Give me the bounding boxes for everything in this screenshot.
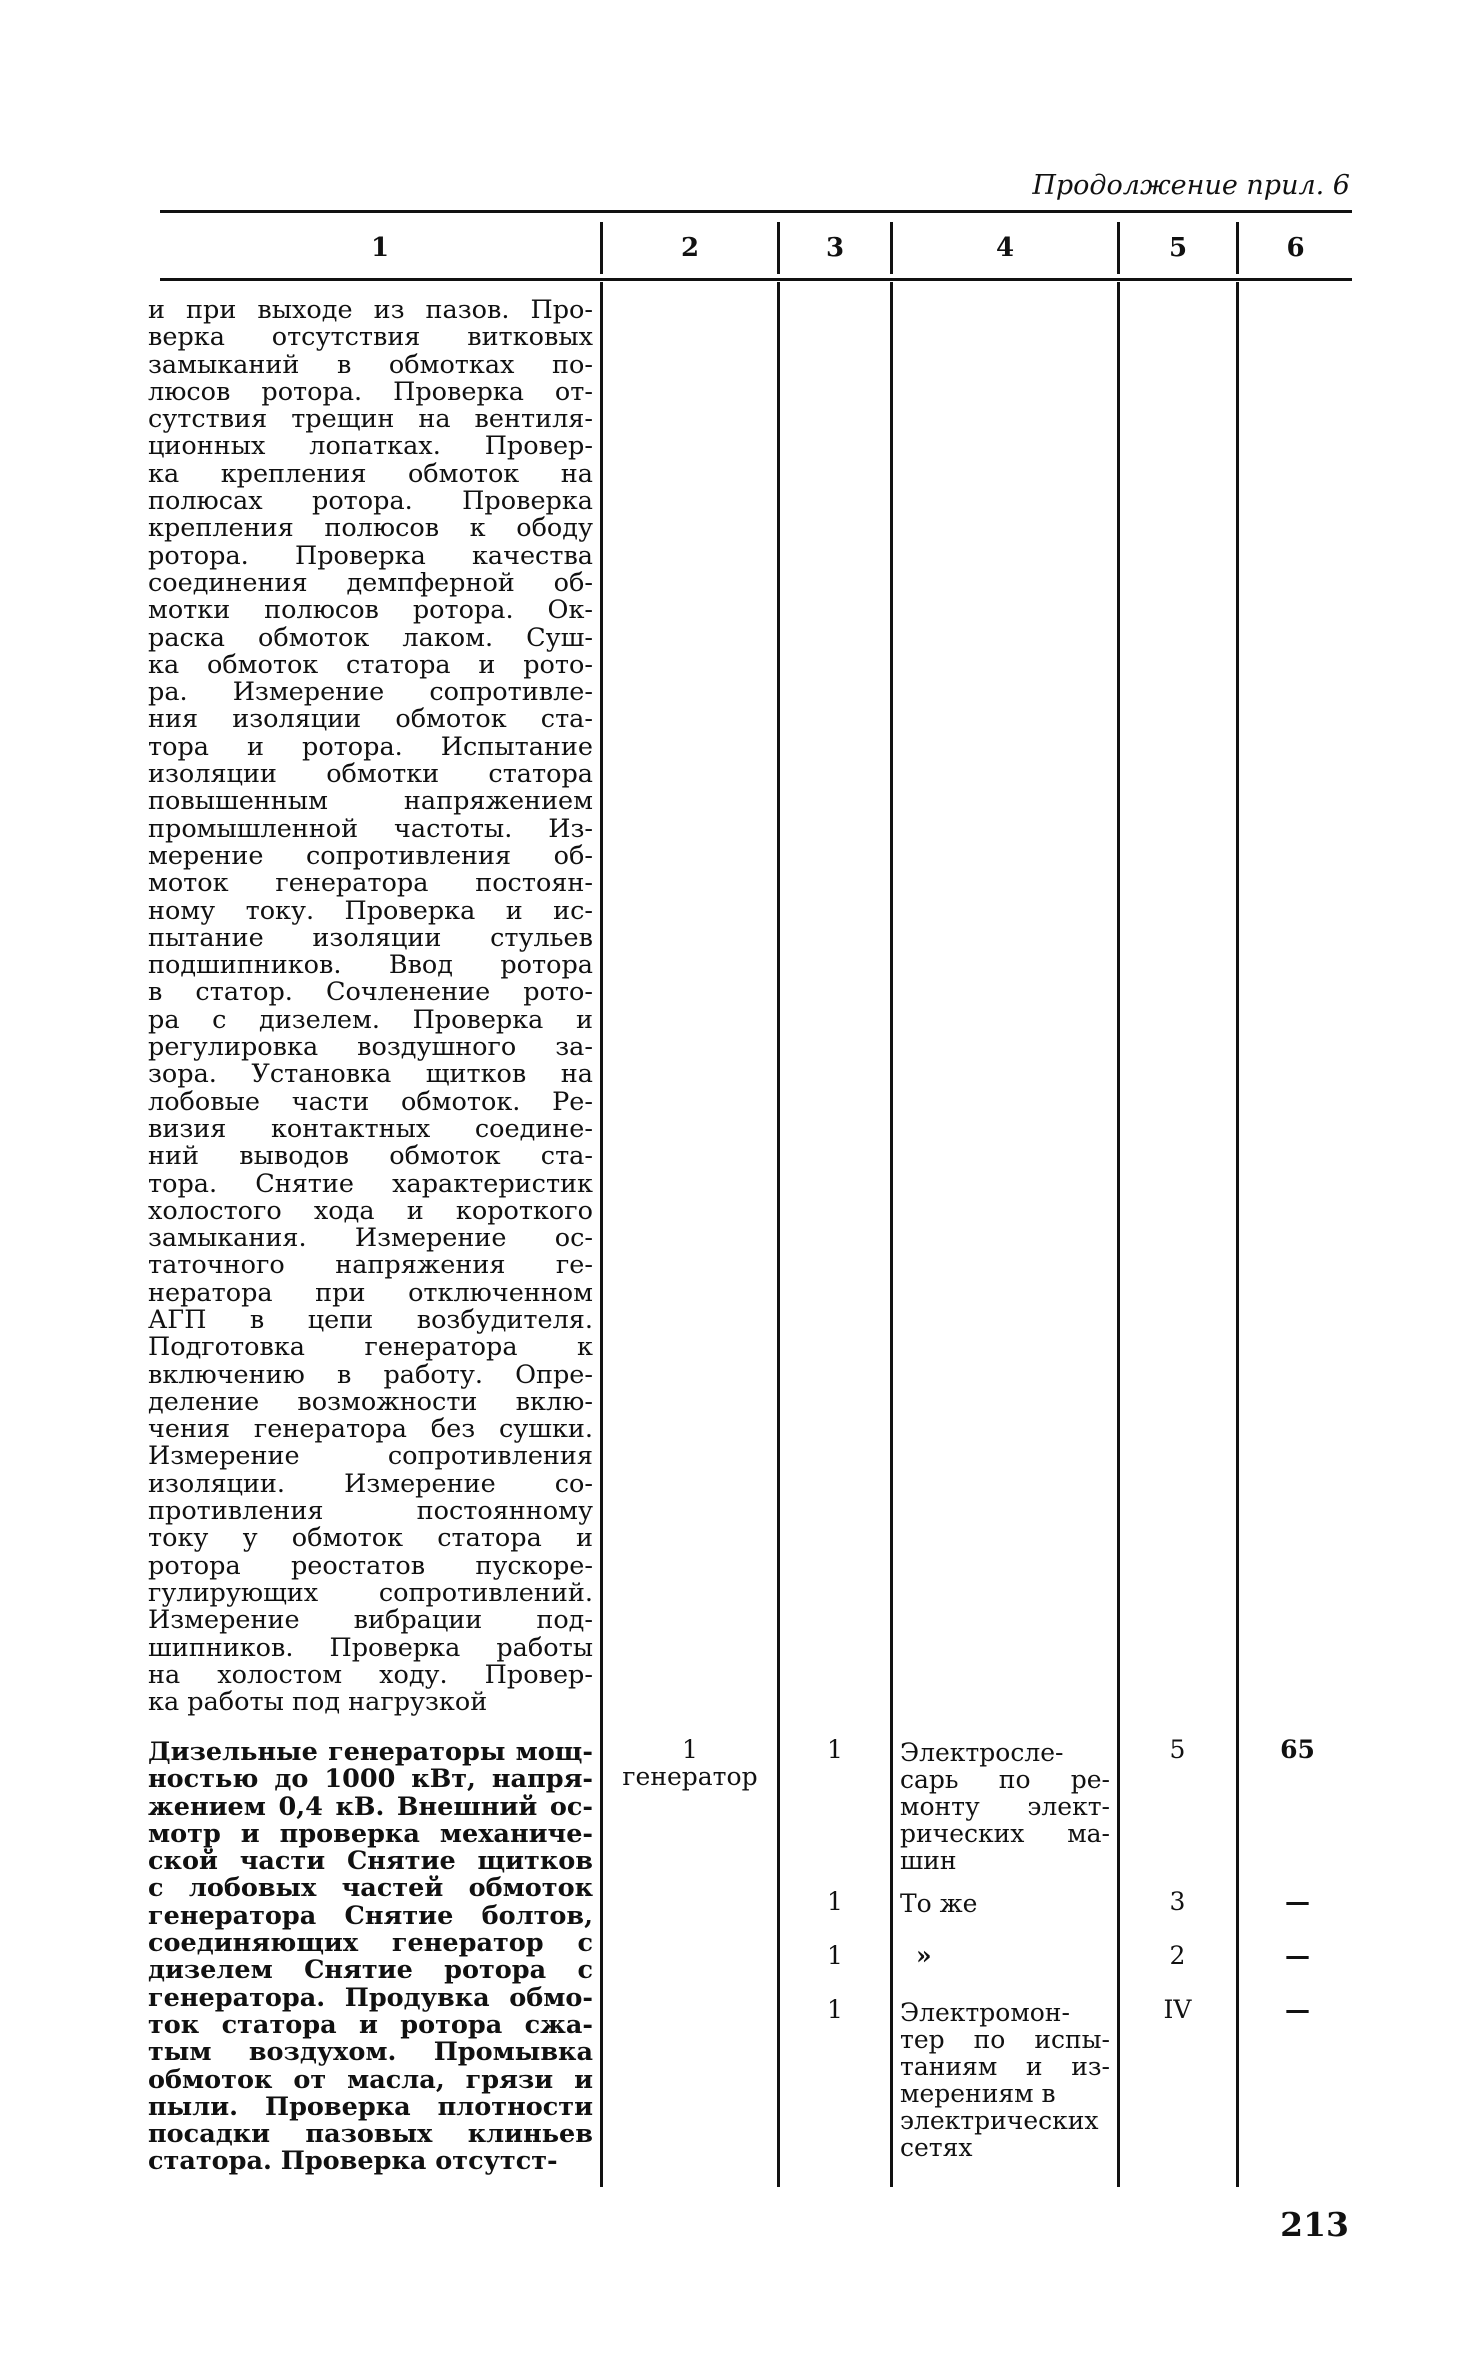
description-line: пытание изоляции стульев: [148, 924, 593, 953]
body-divider-3: [890, 282, 893, 2187]
description-line: включению в работу. Опре-: [148, 1361, 593, 1389]
column-header-5: 5: [1168, 233, 1188, 263]
column-header-1: 1: [370, 233, 390, 263]
description-line: ротора реостатов пускоре-: [148, 1552, 593, 1580]
description-line: замыкания. Измерение ос-: [148, 1225, 593, 1253]
description-line: жением 0,4 кВ. Внешний ос-: [148, 1793, 593, 1821]
description-line: генератора. Продувка обмо-: [148, 1984, 593, 2012]
entry-1-col3: 1: [827, 1735, 843, 1764]
entry-1-col4-line: рических ма-: [900, 1819, 1110, 1848]
entry-4-col4-line: сетях: [900, 2133, 973, 2162]
entry-4-col4: [900, 1999, 1110, 2161]
description-line: крепления полюсов к ободу: [148, 515, 593, 543]
description-line: и при выходе из пазов. Про-: [148, 297, 593, 325]
description-line: промышленной частоты. Из-: [148, 815, 593, 843]
description-line: ротора. Проверка качества: [148, 542, 593, 570]
description-line: тым воздухом. Промывка: [148, 2039, 593, 2067]
body-divider-1: [600, 282, 603, 2187]
table-top-rule: [160, 210, 1352, 213]
description-line: мерение сопротивления об-: [148, 842, 593, 871]
description-line: полюсах ротора. Проверка: [148, 488, 593, 516]
description-line: моток генератора постоян-: [148, 870, 593, 898]
description-line: ционных лопатках. Провер-: [148, 433, 593, 461]
description-line: повышенным напряжением: [148, 788, 593, 816]
description-line: ра. Измерение сопротивле-: [148, 679, 593, 707]
entry-1-col4: [900, 1739, 1110, 1874]
entry-4-col4-line: Электромон-: [900, 1998, 1070, 2027]
continued-work-description: [148, 297, 593, 1716]
column-header-3: 3: [825, 233, 845, 263]
description-line: гулирующих сопротивлений.: [148, 1579, 593, 1608]
description-line: нератора при отключенном: [148, 1279, 593, 1307]
page-number: 213: [1280, 2205, 1349, 2244]
entry-2-col5: 3: [1169, 1887, 1186, 1916]
entry-1-col4-line: шин: [900, 1846, 957, 1875]
diesel-generator-description: [148, 1739, 593, 2176]
entry-3-col4: [900, 1942, 1126, 1969]
entry-1-col4-line: монту элект-: [900, 1792, 1110, 1821]
description-line: мотки полюсов ротора. Ок-: [148, 597, 593, 625]
description-line: току у обмоток статора и: [148, 1525, 593, 1553]
entry-3-col5: 2: [1169, 1941, 1186, 1970]
quantity-cell: [615, 1736, 765, 1790]
entry-4-col4-line: мерениям в: [900, 2079, 1056, 2108]
description-line: АГП в цепи возбудителя.: [148, 1306, 593, 1335]
description-line: верка отсутствия витковых: [148, 324, 593, 352]
description-line: генератора Снятие болтов,: [148, 1902, 593, 1931]
description-line: мотр и проверка механиче-: [148, 1820, 593, 1849]
description-line: ка обмоток статора и рото-: [148, 651, 593, 680]
entry-2-col3: 1: [827, 1887, 843, 1916]
description-line: тора. Снятие характеристик: [148, 1170, 593, 1198]
description-line: лобовые части обмоток. Ре-: [148, 1088, 593, 1116]
entry-1-col4-line: сарь по ре-: [900, 1765, 1110, 1794]
description-line: противления постоянному: [148, 1498, 593, 1526]
description-line: холостого хода и короткого: [148, 1197, 593, 1226]
entry-4-col6: —: [1285, 1995, 1310, 2024]
description-line: зора. Установка щитков на: [148, 1061, 593, 1089]
entry-1-col5: 5: [1169, 1735, 1186, 1764]
description-line: обмоток от масла, грязи и: [148, 2066, 593, 2094]
description-line: шипников. Проверка работы: [148, 1634, 593, 1662]
description-line: соединяющих генератор с: [148, 1930, 593, 1958]
description-line: визия контактных соедине-: [148, 1115, 593, 1144]
description-line: Подготовка генератора к: [148, 1334, 593, 1362]
description-line: пыли. Проверка плотности: [148, 2093, 593, 2122]
description-line: Дизельные генераторы мощ-: [148, 1739, 593, 1767]
description-line: регулировка воздушного за-: [148, 1034, 593, 1062]
quantity-unit: генератор: [622, 1762, 758, 1791]
description-line: деление возможности вклю-: [148, 1388, 593, 1417]
entry-1-col4-line: Электросле-: [900, 1738, 1064, 1767]
quantity-value: 1: [682, 1735, 698, 1764]
description-line: статора. Проверка отсутст-: [148, 2148, 558, 2176]
description-line: ка крепления обмоток на: [148, 460, 593, 489]
description-line: дизелем Снятие ротора с: [148, 1957, 593, 1985]
description-line: изоляции. Измерение со-: [148, 1470, 593, 1499]
description-line: ской части Снятие щитков: [148, 1848, 593, 1876]
entry-2-col4: [900, 1890, 1110, 1917]
column-header-4: 4: [995, 233, 1015, 263]
entry-4-col4-line: тер по испы-: [900, 2025, 1110, 2054]
description-line: соединения демпферной об-: [148, 569, 593, 598]
description-line: с лобовых частей обмоток: [148, 1875, 593, 1903]
description-line: изоляции обмотки статора: [148, 761, 593, 789]
description-line: чения генератора без сушки.: [148, 1416, 593, 1444]
entry-1-col6: 65: [1280, 1735, 1315, 1764]
description-line: в статор. Сочленение рото-: [148, 979, 593, 1007]
column-header-6: 6: [1286, 233, 1305, 263]
description-line: ка работы под нагрузкой: [148, 1689, 488, 1717]
body-divider-2: [777, 282, 780, 2187]
description-line: ний выводов обмоток ста-: [148, 1143, 593, 1171]
description-line: таточного напряжения ге-: [148, 1252, 593, 1280]
entry-4-col4-line: электрических: [900, 2106, 1099, 2135]
description-line: ток статора и ротора сжа-: [148, 2011, 593, 2040]
table-caption: Продолжение прил. 6: [1032, 170, 1350, 201]
description-line: сутствия трещин на вентиля-: [148, 406, 593, 434]
entry-4-col5: IV: [1163, 1995, 1192, 2024]
entry-3-col6: —: [1285, 1941, 1310, 1970]
description-line: раска обмоток лаком. Суш-: [148, 624, 593, 652]
description-line: ному току. Проверка и ис-: [148, 897, 593, 925]
body-divider-5: [1236, 282, 1239, 2187]
description-line: люсов ротора. Проверка от-: [148, 378, 593, 407]
entry-2-col4-line: То же: [900, 1889, 978, 1918]
entry-3-col3: 1: [827, 1941, 843, 1970]
description-line: Измерение сопротивления: [148, 1443, 593, 1471]
column-header-2: 2: [680, 233, 700, 263]
entry-4-col4-line: таниям и из-: [900, 2052, 1110, 2081]
entry-4-col3: 1: [827, 1995, 843, 2024]
description-line: ра с дизелем. Проверка и: [148, 1006, 593, 1035]
entry-2-col6: —: [1285, 1887, 1310, 1916]
table-header-rule: [160, 278, 1352, 281]
description-line: тора и ротора. Испытание: [148, 733, 593, 762]
description-line: ния изоляции обмоток ста-: [148, 706, 593, 734]
description-line: замыканий в обмотках по-: [148, 351, 593, 379]
description-line: подшипников. Ввод ротора: [148, 952, 593, 980]
description-line: на холостом ходу. Провер-: [148, 1661, 593, 1690]
entry-3-col4-line: »: [916, 1941, 932, 1970]
description-line: ностью до 1000 кВт, напря-: [148, 1766, 593, 1794]
description-line: Измерение вибрации под-: [148, 1607, 593, 1635]
description-line: посадки пазовых клиньев: [148, 2121, 593, 2149]
